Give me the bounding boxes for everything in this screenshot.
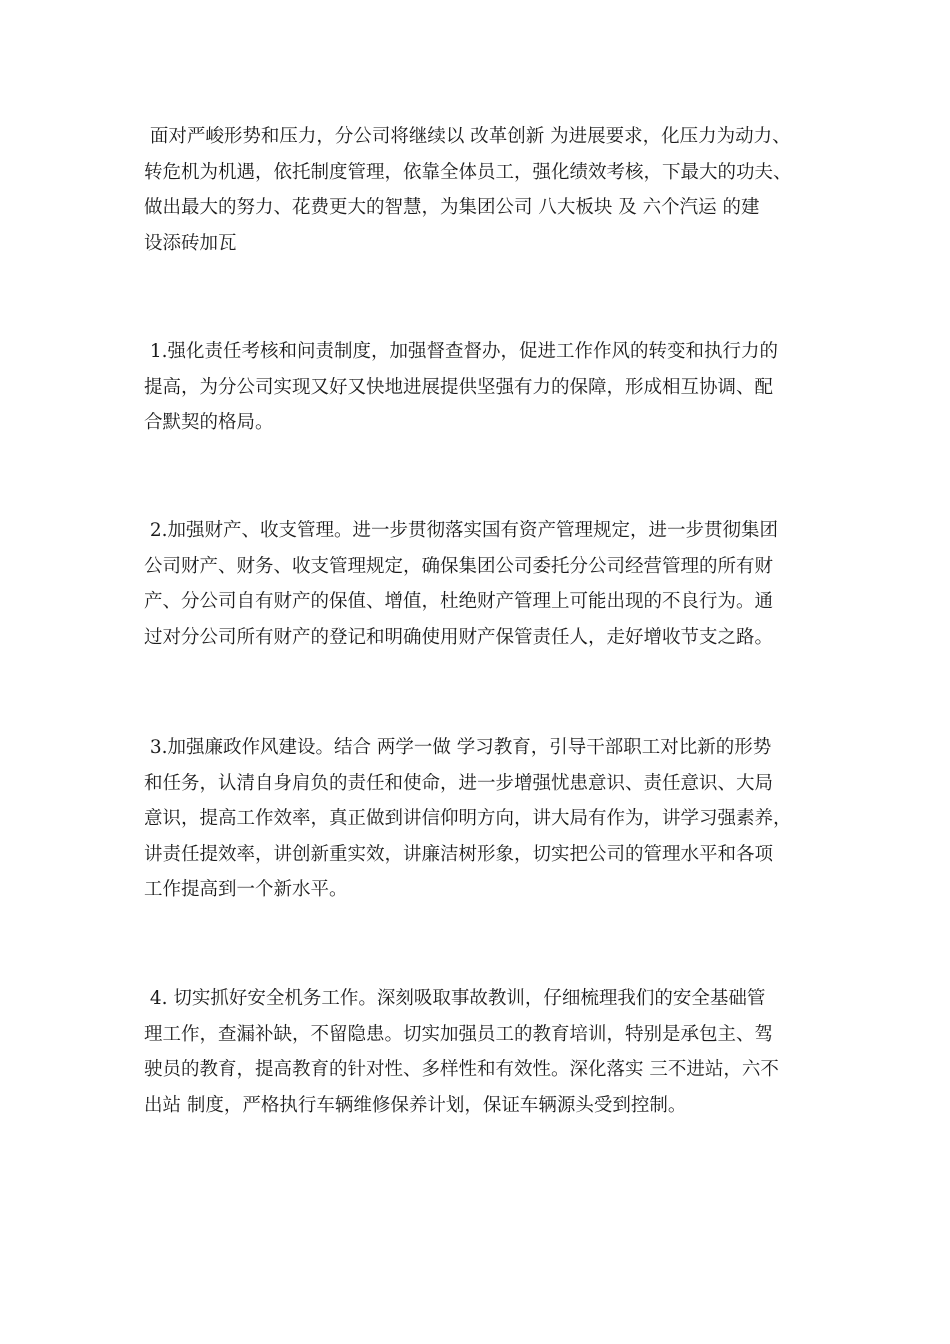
text-line: 公司财产、财务、收支管理规定，确保集团公司委托分公司经营管理的所有财 — [144, 555, 774, 577]
text-line: 转危机为机遇，依托制度管理，依靠全体员工，强化绩效考核，下最大的功夫、 — [144, 161, 792, 183]
intro-paragraph — [144, 119, 812, 261]
text-line: 提高，为分公司实现又好又快地进展提供坚强有力的保障，形成相互协调、配 — [144, 376, 774, 398]
text-line: 讲责任提效率，讲创新重实效，讲廉洁树形象，切实把公司的管理水平和各项 — [144, 843, 774, 865]
text-line: 工作提高到一个新水平。 — [144, 879, 348, 900]
item-paragraph-4 — [144, 981, 812, 1123]
text-line: 和任务，认清自身肩负的责任和使命，进一步增强忧患意识、责任意识、大局 — [144, 772, 774, 794]
item-paragraph-3 — [144, 730, 812, 908]
text-line: 做出最大的努力、花费更大的智慧，为集团公司 八大板块 及 六个汽运 的建 — [144, 197, 760, 218]
text-line: 过对分公司所有财产的登记和明确使用财产保管责任人，走好增收节支之路。 — [144, 626, 774, 648]
item-paragraph-2 — [144, 513, 812, 655]
text-line: 1.强化责任考核和问责制度，加强督查督办，促进工作作风的转变和执行力的 — [144, 341, 779, 362]
text-line: 产、分公司自有财产的保值、增值，杜绝财产管理上可能出现的不良行为。通 — [144, 591, 774, 612]
text-line: 面对严峻形势和压力，分公司将继续以 改革创新 为进展要求，化压力为动力、 — [144, 126, 791, 147]
item-paragraph-1 — [144, 334, 812, 441]
text-line: 合默契的格局。 — [144, 412, 274, 433]
text-line: 理工作，查漏补缺，不留隐患。切实加强员工的教育培训，特别是承包主、驾 — [144, 1023, 774, 1045]
text-line: 意识，提高工作效率，真正做到讲信仰明方向，讲大局有作为，讲学习强素养， — [144, 808, 792, 829]
text-line: 3.加强廉政作风建设。结合 两学一做 学习教育，引导干部职工对比新的形势 — [144, 737, 772, 758]
text-line: 4. 切实抓好安全机务工作。深刻吸取事故教训，仔细梳理我们的安全基础管 — [144, 988, 766, 1009]
text-line: 2.加强财产、收支管理。进一步贯彻落实国有资产管理规定，进一步贯彻集团 — [144, 520, 779, 541]
text-line: 驶员的教育，提高教育的针对性、多样性和有效性。深化落实 三不进站，六不 — [144, 1059, 779, 1080]
text-line: 出站 制度，严格执行车辆维修保养计划，保证车辆源头受到控制。 — [144, 1094, 687, 1116]
text-line: 设添砖加瓦 — [144, 232, 237, 254]
